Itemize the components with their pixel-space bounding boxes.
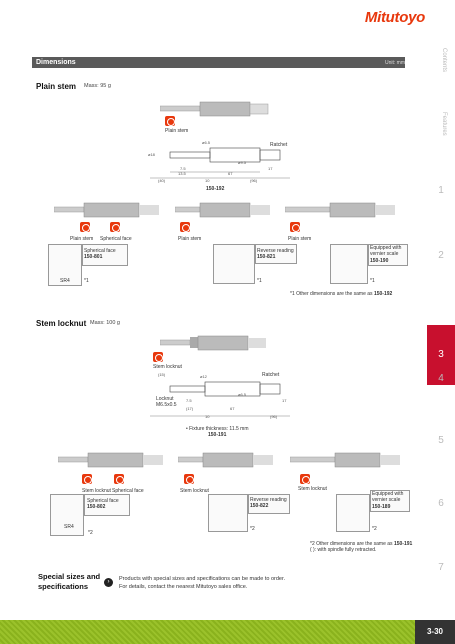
variant-2-model: 150-821 [257, 254, 276, 260]
variant-4-label-b: Spherical face [112, 488, 144, 494]
variant-6-caption: Equipped with vernier scale [372, 491, 404, 503]
variant-4-label-a: Stem locknut [82, 488, 111, 494]
variant-4-sr: SR4 [64, 524, 74, 530]
tab-contents[interactable]: Contents [441, 48, 447, 73]
side-tabs [427, 40, 455, 630]
dim-l3: 7.5 [186, 398, 192, 403]
warning-icon [300, 474, 310, 484]
micrometer-photo-main [160, 98, 270, 120]
footnote-2: *2 Other dimensions are the same as 150-191 [310, 541, 413, 547]
main-label-plain: Plain stem [165, 128, 189, 134]
variant-1-model: 150-801 [84, 254, 103, 260]
dim-8: 10 [205, 178, 210, 183]
warning-icon [82, 474, 92, 484]
dim-6: 17 [268, 166, 273, 171]
variant-2-caption: Reverse reading [257, 248, 294, 254]
detail-vernier-box-2 [336, 494, 370, 532]
main-model-2: 150-191 [208, 432, 227, 438]
variant-1-note: *1 [84, 278, 89, 284]
variant-3-model: 150-190 [370, 258, 389, 264]
dim-4: 13.5 [178, 171, 186, 176]
variant-2-label: Plain stem [178, 236, 202, 242]
variant-4-note: *2 [88, 530, 93, 536]
ratchet-label-2: Ratchet [262, 372, 280, 378]
tab-6[interactable]: 6 [438, 498, 444, 509]
variant-photo-1 [54, 200, 164, 220]
variant-4-model: 150-802 [87, 504, 106, 510]
plain-stem-title: Plain stem [36, 82, 77, 91]
dim-3: 7.5 [180, 166, 186, 171]
variant-photo-5 [178, 450, 278, 470]
ratchet-label: Ratchet [270, 142, 288, 148]
variant-4-caption: Spherical face [87, 498, 119, 504]
warning-icon [153, 352, 163, 362]
variant-1-sr: SR4 [60, 278, 70, 284]
variant-6-model: 150-189 [372, 504, 391, 510]
warning-icon [184, 474, 194, 484]
main-model: 150-192 [206, 186, 225, 192]
variant-5-label: Stem locknut [180, 488, 209, 494]
variant-6-label: Stem locknut [298, 486, 327, 492]
dim-l7: (96) [270, 414, 278, 419]
arrow-right-icon: › [104, 578, 113, 587]
dim-l1: (15) [158, 372, 166, 377]
tab-2[interactable]: 2 [438, 250, 444, 261]
variant-1-caption: Spherical face [84, 248, 116, 254]
page-number: 3-30 [415, 620, 455, 644]
dim-5: 67 [228, 171, 233, 176]
variant-photo-6 [290, 450, 405, 470]
variant-1-label-b: Spherical face [100, 236, 132, 242]
variant-photo-2 [175, 200, 275, 220]
stem-locknut-mass: Mass: 100 g [90, 320, 120, 326]
variant-5-caption: Reverse reading [250, 497, 287, 503]
tab-features[interactable]: Features [441, 112, 447, 136]
plain-stem-mass: Mass: 95 g [84, 83, 111, 89]
dim-l2: ø12 [200, 374, 207, 379]
dim-l6: 17 [282, 398, 287, 403]
variant-photo-4 [58, 450, 168, 470]
detail-reverse-box-2 [208, 494, 248, 532]
warning-icon [80, 222, 90, 232]
dim-2: ø6.5 [202, 140, 211, 145]
variant-2-note: *1 [257, 278, 262, 284]
locknut-label: Locknut M6.5x0.5 [156, 396, 177, 408]
dim-9: (96) [250, 178, 258, 183]
warning-icon [180, 222, 190, 232]
detail-vernier-box [330, 244, 368, 284]
section-header: Dimensions [32, 57, 405, 68]
main-label-locknut: Stem locknut [153, 364, 182, 370]
variant-3-label: Plain stem [288, 236, 312, 242]
stem-locknut-title: Stem locknut [36, 319, 87, 328]
detail-reverse-box [213, 244, 255, 284]
warning-icon [114, 474, 124, 484]
variant-3-note: *1 [370, 278, 375, 284]
footnote-3: ( ): with spindle fully retracted. [310, 547, 377, 553]
warning-icon [110, 222, 120, 232]
unit-label: Unit: mm [385, 60, 405, 66]
special-title: Special sizes and specifications [38, 572, 101, 591]
variant-6-note: *2 [372, 526, 377, 532]
tab-4[interactable]: 4 [438, 373, 444, 384]
variant-5-model: 150-822 [250, 503, 269, 509]
variant-5-note: *2 [250, 526, 255, 532]
warning-icon [290, 222, 300, 232]
dim-10: ø9.5 [238, 160, 247, 165]
special-text: Products with special sizes and specifications can be made to order. For details, contact the nearest Mitutoyo sales office. [119, 576, 286, 590]
dim-1: ø18 [148, 152, 155, 157]
dim-l8: 10 [205, 414, 210, 419]
mitutoyo-logo: Mitutoyo [364, 9, 425, 26]
micrometer-photo-locknut [160, 332, 270, 354]
fixture-note: • Fixture thickness: 11.5 mm [186, 426, 249, 432]
tab-7[interactable]: 7 [438, 562, 444, 573]
dim-l5: 67 [230, 406, 235, 411]
footer-bar [0, 620, 455, 644]
dim-l4: (17) [186, 406, 194, 411]
dim-l9: ø6.5 [238, 392, 247, 397]
dim-7: (40) [158, 178, 166, 183]
variant-1-label-a: Plain stem [70, 236, 94, 242]
variant-photo-3 [285, 200, 400, 220]
tab-1[interactable]: 1 [438, 185, 444, 196]
tab-5[interactable]: 5 [438, 435, 444, 446]
variant-3-caption: Equipped with vernier scale [370, 245, 402, 257]
tab-3-active[interactable]: 3 [427, 325, 455, 385]
footnote-1: *1 Other dimensions are the same as 150-192 [290, 291, 393, 297]
